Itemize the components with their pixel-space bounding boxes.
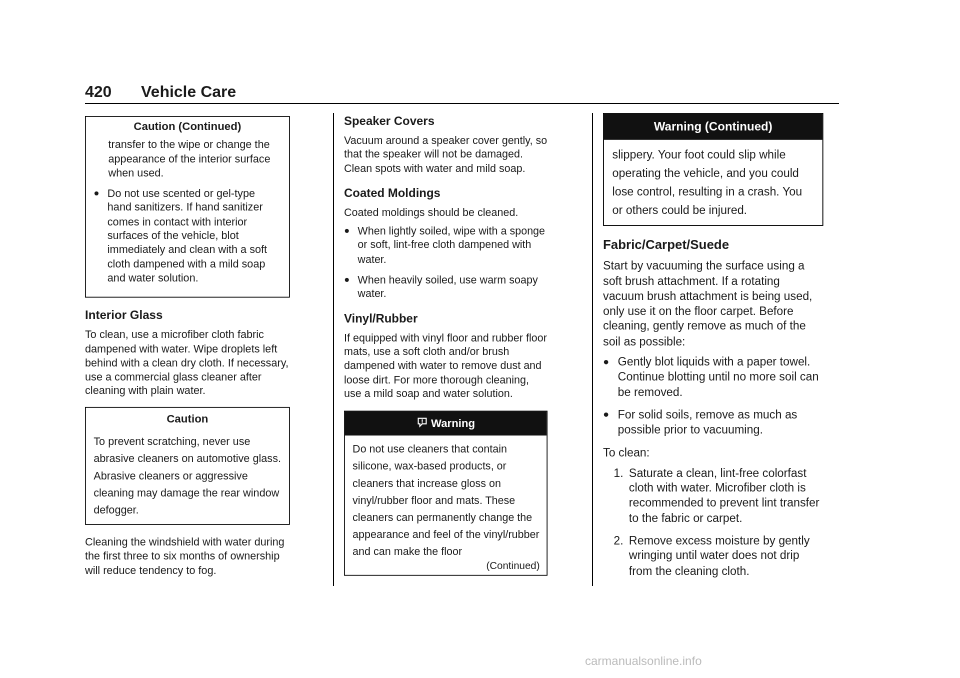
list-item: ● Gently blot liquids with a paper towel. Continue blotting until no more soil can be removed. bbox=[603, 355, 819, 399]
coated-text: Coated moldings should be cleaned. bbox=[344, 206, 519, 219]
heading-fabric-carpet-suede: Fabric/Carpet/Suede bbox=[603, 237, 730, 253]
interior-glass-text: To clean, use a microfiber cloth fabric dampened with water. Wipe droplets left behind with a clean dry cloth. If necessary, use a commercial glass cleaner after cleaning with plain water. bbox=[85, 328, 289, 398]
bullet-icon: ● bbox=[93, 188, 100, 199]
heading-interior-glass: Interior Glass bbox=[85, 308, 163, 322]
heading-vinyl-rubber: Vinyl/Rubber bbox=[344, 311, 418, 325]
heading-coated-moldings: Coated Moldings bbox=[344, 185, 441, 200]
warning-continued-title: Warning (Continued) bbox=[604, 114, 822, 140]
list-item: ● For solid soils, remove as much as possible prior to vacuuming. bbox=[603, 408, 798, 437]
column-2 bbox=[344, 114, 548, 586]
speaker-text: Vacuum around a speaker cover gently, so that the speaker will not be damaged. Clean spots with water and mild soap. bbox=[344, 134, 548, 175]
list-item: ● When lightly soiled, wipe with a sponge or soft, lint-free cloth dampened with water. bbox=[344, 225, 546, 266]
fabric-text: Start by vacuuming the surface using a soft brush attachment. If a rotating vacuum brush attachment is being used, only use it on the floor carpet. Before cleaning, gently remove as much of the soil as possible: bbox=[603, 259, 813, 348]
column-1 bbox=[85, 116, 290, 586]
caution-title: Caution bbox=[166, 411, 209, 425]
caution-continued-title: Caution (Continued) bbox=[133, 119, 242, 133]
warning-box bbox=[344, 411, 548, 576]
column-3 bbox=[603, 113, 823, 586]
bullet-icon: ● bbox=[603, 409, 610, 421]
list-item: ● Do not use scented or gel-type hand sanitizers. If hand sanitizer comes in contact with interior surfaces of the vehicle, blot immediately and clean with a soft cloth dampened with a mild soap and water solution. bbox=[93, 187, 268, 284]
caution-body: To prevent scratching, never use abrasive cleaners on automotive glass. Abrasive cleaners or aggressive cleaning may damage the rear window defogger. bbox=[93, 435, 282, 517]
warning-icon bbox=[416, 417, 427, 428]
column-divider bbox=[592, 113, 593, 586]
step-item: 1. Saturate a clean, lint-free colorfast cloth with water. Microfiber cloth is recommended to prevent lint transfer to the fabric or carpet. bbox=[613, 466, 820, 525]
bullet-icon: ● bbox=[603, 356, 610, 368]
continued-label: (Continued) bbox=[486, 559, 540, 572]
caution-text: transfer to the wipe or change the appearance of the interior surface when used. bbox=[108, 138, 271, 179]
watermark-text: carmanualsonline.info bbox=[585, 654, 702, 668]
header-rule bbox=[85, 103, 839, 104]
section-title: Vehicle Care bbox=[141, 84, 237, 101]
heading-speaker-covers: Speaker Covers bbox=[344, 114, 435, 128]
warning-title: Warning bbox=[345, 412, 547, 436]
page-number: 420 bbox=[85, 84, 112, 101]
column-divider bbox=[333, 113, 334, 586]
list-item: ● When heavily soiled, use warm soapy water. bbox=[344, 273, 538, 300]
step-item: 2. Remove excess moisture by gently wringing until water does not drip from the cleaning cloth. bbox=[613, 534, 810, 578]
vinyl-text: If equipped with vinyl floor and rubber floor mats, use a soft cloth and/or brush dampened with water to remove dust and loose dirt. For more thorough cleaning, use a mild soap and water solution. bbox=[344, 331, 547, 400]
warning-body: Do not use cleaners that contain silicone, wax-based products, or cleaners that increase gloss on vinyl/rubber floor and mats. These cleaners can permanently change the appearance and feel of the vinyl/rubber and can make the floor bbox=[352, 443, 540, 559]
bullet-icon: ● bbox=[344, 274, 350, 286]
warning-continued-body: slippery. Your foot could slip while operating the vehicle, and you could lose control, resulting in a crash. You or others could be injured. bbox=[612, 148, 803, 217]
caution-continued-box bbox=[85, 116, 290, 298]
windshield-text: Cleaning the windshield with water during the first three to six months of ownership will reduce tendency to fog. bbox=[85, 536, 285, 577]
to-clean-label: To clean: bbox=[603, 445, 650, 459]
page-header bbox=[85, 84, 839, 104]
bullet-icon: ● bbox=[344, 226, 350, 237]
warning-continued-box bbox=[603, 113, 823, 226]
caution-box bbox=[85, 407, 290, 525]
